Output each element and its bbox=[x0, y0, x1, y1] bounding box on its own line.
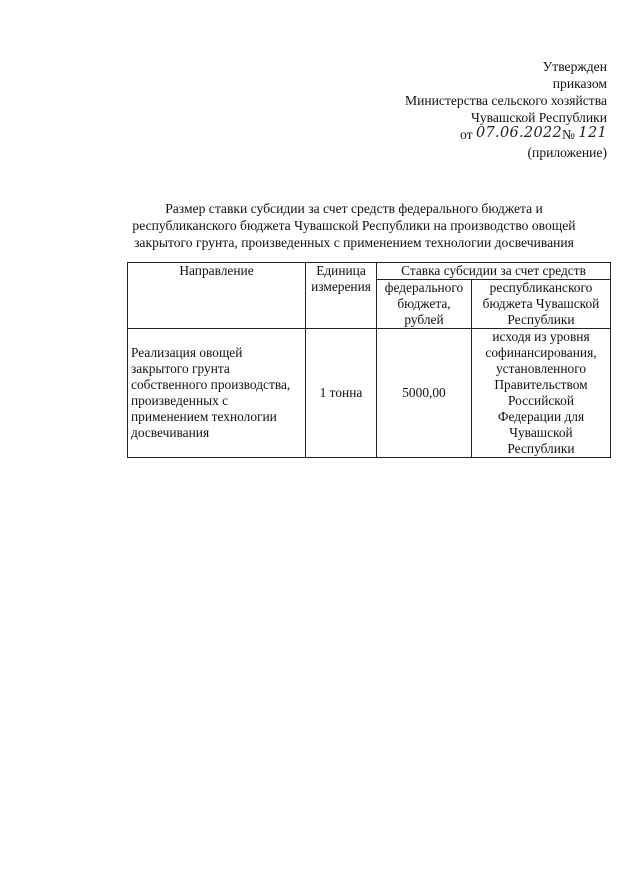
table-header-row bbox=[128, 263, 611, 280]
approval-date-handwritten: 07.06.2022 bbox=[476, 125, 563, 141]
approval-number-sign: № bbox=[562, 127, 576, 142]
approval-date-prefix: от bbox=[460, 127, 473, 142]
document-title: Размер ставки субсидии за счет средств федерального бюджета и республиканского бюджета Чувашской Республики на производство овощей закрытого грунта, произведенных с применением технологии досвечивания bbox=[132, 201, 576, 250]
header-direction: Направление bbox=[128, 263, 306, 329]
cell-direction: Реализация овощей закрытого грунта собственного производства, произведенных с применением технологии досвечивания bbox=[128, 329, 306, 458]
header-rate-group: Ставка субсидии за счет средств bbox=[377, 263, 611, 280]
header-republic-budget: республиканского бюджета Чувашской Республики bbox=[472, 280, 611, 329]
header-federal-budget: федерального бюджета, рублей bbox=[377, 280, 472, 329]
approval-line-order: приказом bbox=[552, 76, 607, 91]
cell-unit: 1 тонна bbox=[306, 329, 377, 458]
subsidy-rates-table bbox=[127, 262, 611, 458]
approval-line-republic: Чувашской Республики bbox=[471, 110, 607, 125]
cell-republic-rate: исходя из уровня софинансирования, установленного Правительством Российской Федерации для Чувашской Республики bbox=[472, 329, 611, 458]
approval-note: (приложение) bbox=[527, 145, 607, 160]
approval-number-handwritten: 121 bbox=[578, 125, 607, 141]
table-row bbox=[128, 329, 611, 458]
approval-line-approved: Утвержден bbox=[542, 59, 607, 74]
header-unit: Единица измерения bbox=[306, 263, 377, 329]
approval-line-ministry: Министерства сельского хозяйства bbox=[405, 93, 607, 108]
cell-federal-rate: 5000,00 bbox=[377, 329, 472, 458]
approval-date-line bbox=[405, 126, 607, 144]
approval-block bbox=[405, 58, 607, 161]
